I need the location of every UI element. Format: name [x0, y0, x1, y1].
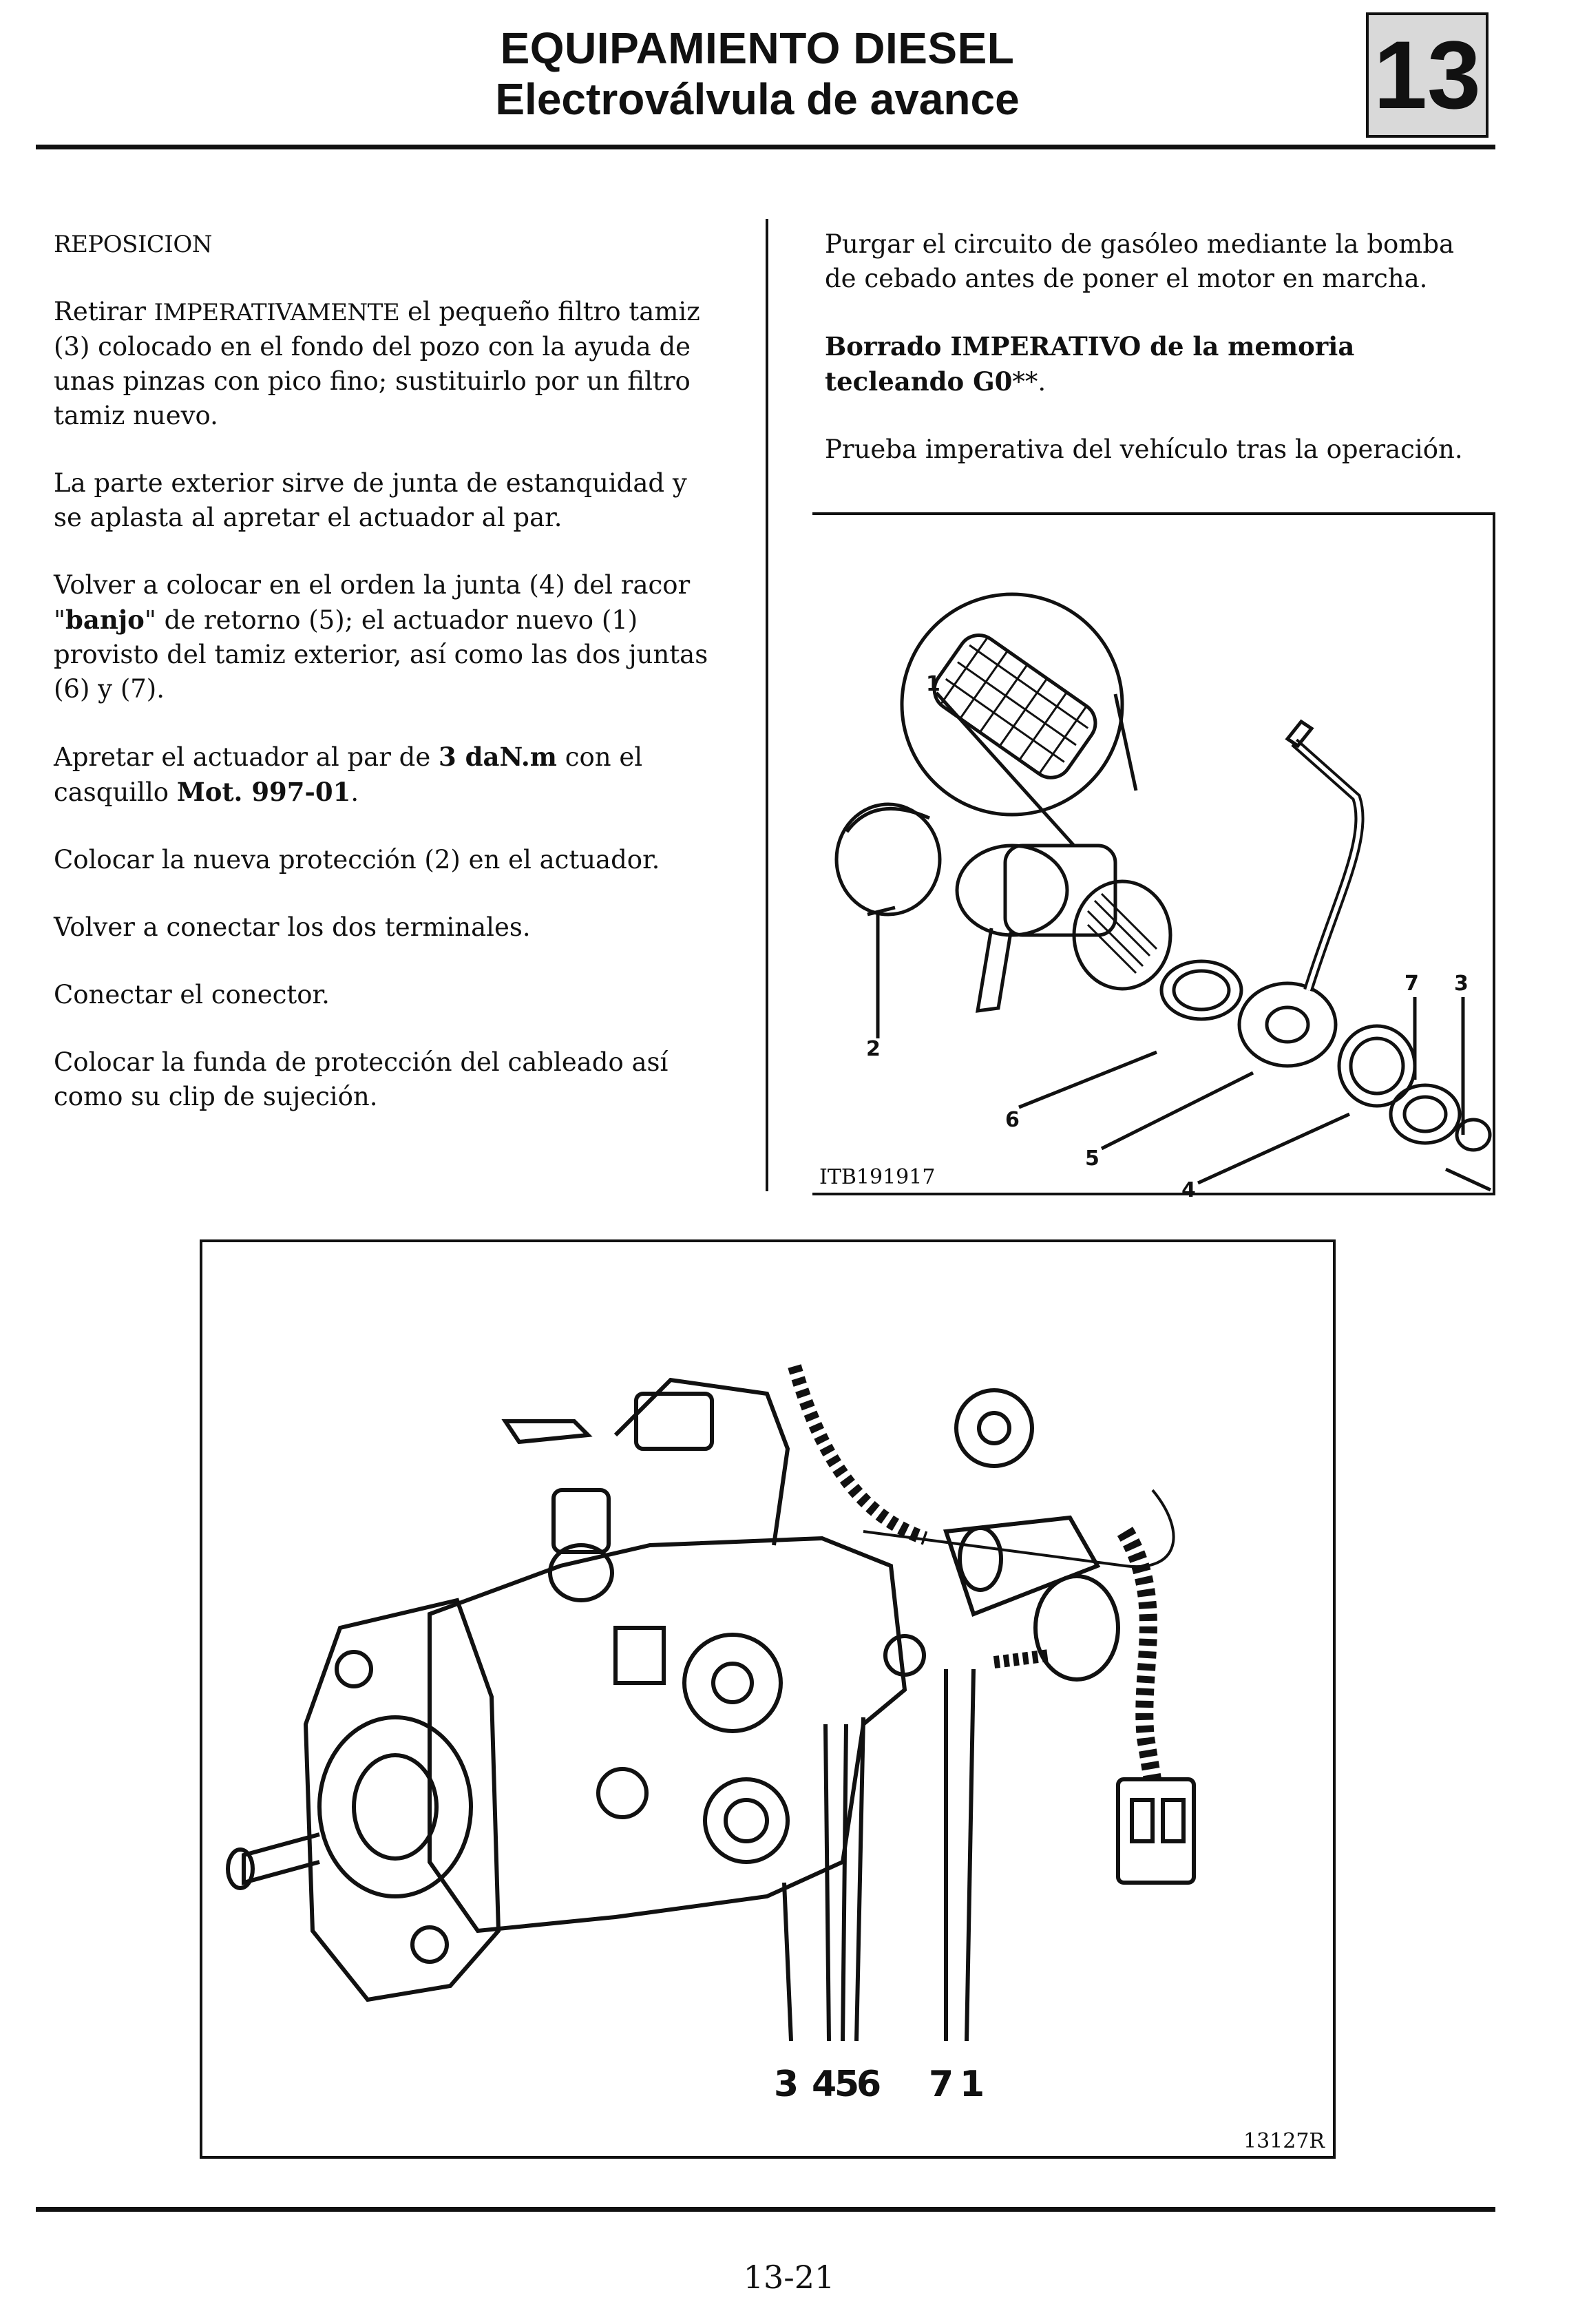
paragraph-connector: Conectar el conector.: [54, 980, 330, 1009]
chapter-number-box: 13: [1366, 12, 1488, 138]
callout-5: 5: [834, 2064, 860, 2105]
paragraph-refit-order: Volver a colocar en el orden la junta (4) del racor "banjo" de retorno (5); el actuador nuevo (1) provisto del tamiz exterior, así como las dos juntas (6) y (7).: [54, 570, 708, 704]
callout-1: 1: [926, 672, 940, 696]
paragraph-remove-filter: Retirar IMPERATIVAMENTE el pequeño filtro tamiz (3) colocado en el fondo del pozo con la ayuda de unas pinzas con pico fino; sustituirlo por un filtro tamiz nuevo.: [54, 297, 700, 430]
paragraph-erase-memory: Borrado IMPERATIVO de la memoria tecleando G0**.: [825, 331, 1355, 397]
header-rule: [36, 145, 1495, 149]
callout-6: 6: [1005, 1108, 1020, 1132]
callout-4: 4: [812, 2064, 837, 2105]
section-subtitle: Electroválvula de avance: [495, 74, 1020, 124]
injection-pump-drawing: [202, 1242, 1338, 2161]
callout-1: 1: [960, 2064, 985, 2105]
paragraph-bleed-circuit: Purgar el circuito de gasóleo mediante la bomba de cebado antes de poner el motor en marcha.: [825, 229, 1455, 293]
figure-reference: 13127R: [1243, 2129, 1325, 2153]
torque-value: 3 daN.m: [439, 742, 557, 772]
section-title: EQUIPAMIENTO DIESEL: [500, 23, 1015, 73]
right-column: [825, 227, 1486, 500]
callout-7: 7: [929, 2064, 954, 2105]
footer-rule: [36, 2207, 1495, 2212]
paragraph-road-test: Prueba imperativa del vehículo tras la operación.: [825, 435, 1463, 464]
emphasis-imperativamente: IMPERATIVAMENTE: [154, 299, 400, 326]
callout-4: 4: [1181, 1178, 1196, 1198]
paragraph-terminals: Volver a conectar los dos terminales.: [54, 912, 531, 942]
exploded-view-figure: [812, 512, 1495, 1198]
page-number: 13-21: [743, 2259, 835, 2296]
left-column: [54, 227, 715, 1147]
column-divider: [766, 219, 768, 1191]
callout-3: 3: [774, 2064, 799, 2105]
page-header: [386, 23, 1129, 125]
paragraph-protection: Colocar la nueva protección (2) en el actuador.: [54, 845, 660, 875]
paragraph-seal-note: La parte exterior sirve de junta de estanquidad y se aplasta al apretar el actuador al par.: [54, 468, 687, 532]
callout-6: 6: [856, 2064, 882, 2105]
callout-2: 2: [866, 1037, 881, 1061]
callout-7: 7: [1405, 972, 1419, 996]
tool-reference: Mot. 997-01: [176, 777, 351, 807]
paragraph-torque: Apretar el actuador al par de 3 daN.m con el casquillo Mot. 997-01.: [54, 742, 643, 807]
section-heading: REPOSICION: [54, 231, 212, 258]
callout-5: 5: [1085, 1147, 1100, 1171]
figure-reference: ITB191917: [819, 1165, 936, 1189]
pump-assembly-figure: [200, 1239, 1336, 2159]
paragraph-wiring-sleeve: Colocar la funda de protección del cableado así como su clip de sujeción.: [54, 1047, 669, 1111]
callout-3: 3: [1454, 972, 1469, 996]
exploded-view-drawing: [812, 515, 1495, 1198]
term-banjo: banjo: [65, 605, 145, 635]
